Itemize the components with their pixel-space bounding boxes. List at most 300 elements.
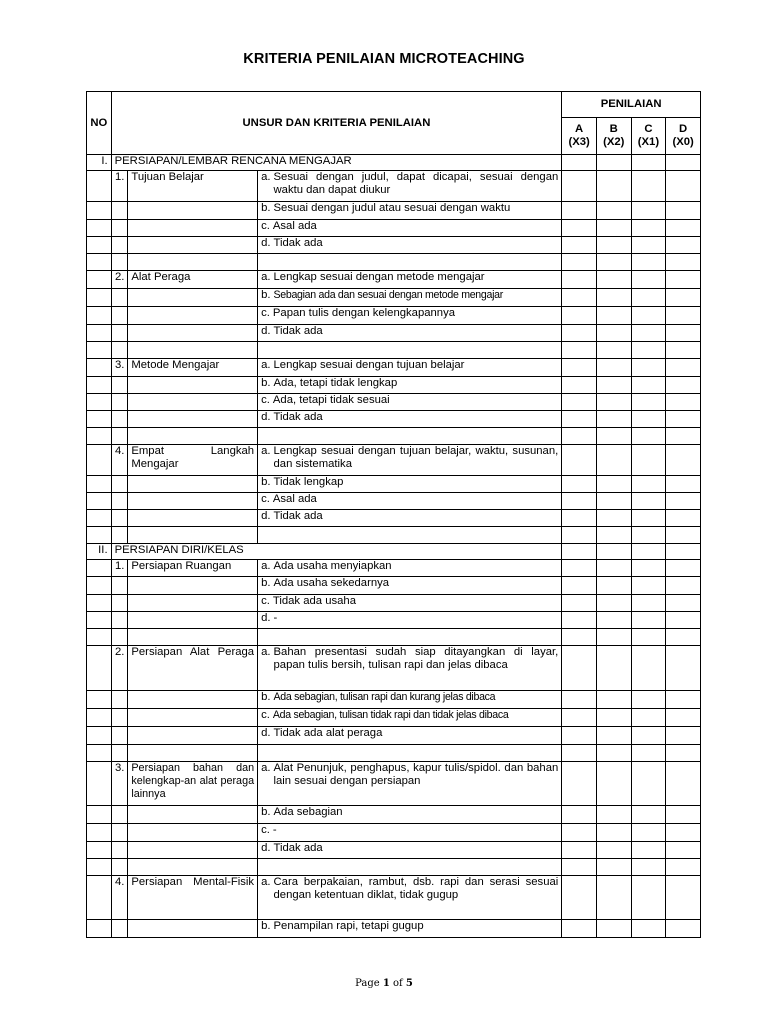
blank-cell (111, 493, 128, 510)
blank-cell (111, 612, 128, 629)
section-title: PERSIAPAN DIRI/KELAS (111, 544, 562, 560)
score-cell[interactable] (596, 271, 631, 289)
blank-cell (87, 476, 112, 493)
blank-cell (128, 629, 258, 646)
option-text: Alat Penunjuk, penghapus, kapur tulis/spidol. dan bahan lain sesuai dengan persiapan (273, 762, 559, 787)
option-text: Ada, tetapi tidak sesuai (272, 394, 390, 406)
blank-cell (111, 254, 128, 271)
option-letter: b. (261, 577, 271, 589)
blank-cell (87, 445, 112, 476)
blank-cell (111, 342, 128, 359)
score-cell[interactable] (562, 325, 597, 342)
score-cell[interactable] (666, 394, 701, 411)
score-cell[interactable] (596, 762, 631, 806)
criteria-option (258, 307, 562, 325)
score-cell[interactable] (596, 646, 631, 691)
blank-cell (87, 560, 112, 577)
option-text: Sesuai dengan judul atau sesuai dengan waktu (273, 202, 511, 214)
score-cell[interactable] (631, 445, 666, 476)
score-cell[interactable] (631, 709, 666, 727)
score-cell[interactable] (631, 629, 666, 646)
score-cell[interactable] (631, 342, 666, 359)
criteria-option (258, 271, 562, 289)
section-row (87, 544, 701, 560)
criteria-option (258, 612, 562, 629)
score-cell[interactable] (666, 155, 701, 171)
score-cell[interactable] (631, 411, 666, 428)
option-letter: d. (261, 612, 271, 624)
criteria-row (87, 476, 701, 493)
score-cell[interactable] (666, 359, 701, 377)
score-cell[interactable] (562, 237, 597, 254)
item-name (128, 560, 258, 577)
score-cell[interactable] (596, 237, 631, 254)
score-cell[interactable] (562, 342, 597, 359)
score-cell[interactable] (631, 577, 666, 595)
score-cell[interactable] (596, 691, 631, 709)
blank-cell (87, 428, 112, 445)
score-cell[interactable] (562, 428, 597, 445)
score-cell[interactable] (631, 745, 666, 762)
score-cell[interactable] (596, 307, 631, 325)
option-letter: a. (261, 171, 271, 183)
item-name (128, 762, 258, 806)
option-text: Tidak ada alat peraga (273, 727, 383, 739)
criteria-row (87, 691, 701, 709)
criteria-option (258, 171, 562, 202)
score-cell[interactable] (666, 493, 701, 510)
score-cell[interactable] (631, 271, 666, 289)
option-letter: b. (261, 202, 271, 214)
blank-cell (87, 629, 112, 646)
score-cell[interactable] (562, 544, 597, 560)
score-cell[interactable] (562, 254, 597, 271)
option-text: Tidak ada usaha (272, 595, 356, 607)
score-cell[interactable] (631, 359, 666, 377)
score-cell[interactable] (562, 493, 597, 510)
blank-cell (87, 342, 112, 359)
score-cell[interactable] (596, 202, 631, 220)
score-cell[interactable] (666, 646, 701, 691)
score-cell[interactable] (596, 428, 631, 445)
score-cell[interactable] (631, 595, 666, 612)
score-cell[interactable] (631, 560, 666, 577)
score-cell[interactable] (596, 859, 631, 876)
score-cell[interactable] (596, 171, 631, 202)
score-cell[interactable] (666, 544, 701, 560)
score-cell[interactable] (631, 544, 666, 560)
score-cell[interactable] (596, 595, 631, 612)
criteria-option (258, 876, 562, 920)
blank-cell (111, 745, 128, 762)
score-cell[interactable] (666, 629, 701, 646)
header-score-a: A (X3) (562, 118, 597, 155)
criteria-option (258, 510, 562, 527)
score-cell[interactable] (666, 691, 701, 709)
score-cell[interactable] (596, 411, 631, 428)
score-cell[interactable] (666, 510, 701, 527)
score-cell[interactable] (562, 271, 597, 289)
score-cell[interactable] (596, 745, 631, 762)
option-letter: b. (261, 476, 271, 488)
spacer-row (87, 342, 701, 359)
blank-cell (87, 920, 112, 938)
criteria-option (258, 560, 562, 577)
blank-cell (128, 612, 258, 629)
score-cell[interactable] (596, 220, 631, 237)
option-text: - (272, 824, 277, 836)
score-cell[interactable] (562, 859, 597, 876)
score-cell[interactable] (666, 342, 701, 359)
score-cell[interactable] (596, 560, 631, 577)
option-text: Tidak ada (273, 842, 323, 854)
option-letter: d. (261, 510, 271, 522)
blank-cell (111, 806, 128, 824)
score-cell[interactable] (562, 842, 597, 859)
option-text: Tidak ada (273, 237, 323, 249)
blank-cell (87, 171, 112, 202)
score-cell[interactable] (631, 289, 666, 307)
blank-cell (111, 527, 128, 544)
criteria-row (87, 289, 701, 307)
score-cell[interactable] (666, 307, 701, 325)
score-cell[interactable] (596, 842, 631, 859)
blank-cell (87, 254, 112, 271)
score-cell[interactable] (631, 476, 666, 493)
option-letter: a. (261, 560, 271, 572)
criteria-row (87, 220, 701, 237)
criteria-row (87, 612, 701, 629)
blank-cell (111, 691, 128, 709)
item-name (128, 271, 258, 289)
score-cell[interactable] (631, 394, 666, 411)
blank-cell (128, 342, 258, 359)
score-cell[interactable] (562, 171, 597, 202)
blank-cell (128, 307, 258, 325)
score-cell[interactable] (596, 544, 631, 560)
blank-cell (128, 476, 258, 493)
option-letter: c. (261, 307, 270, 319)
item-name-text: Empat Langkah Mengajar (131, 445, 255, 470)
criteria-option (258, 411, 562, 428)
blank-cell (87, 595, 112, 612)
criteria-option (258, 394, 562, 411)
criteria-option (258, 476, 562, 493)
score-cell[interactable] (596, 824, 631, 842)
option-text: - (273, 612, 278, 624)
score-cell[interactable] (666, 920, 701, 938)
score-cell[interactable] (596, 493, 631, 510)
criteria-option (258, 237, 562, 254)
score-cell[interactable] (666, 876, 701, 920)
blank-cell (87, 577, 112, 595)
score-cell[interactable] (631, 171, 666, 202)
criteria-option (258, 377, 562, 394)
blank-cell (87, 691, 112, 709)
blank-cell (111, 237, 128, 254)
option-text: Bahan presentasi sudah siap ditayangkan di layar, papan tulis bersih, tulisan rapi dan jelas dibaca (273, 646, 559, 671)
criteria-option (258, 727, 562, 745)
score-cell[interactable] (562, 629, 597, 646)
option-text: Ada sebagian, tulisan rapi dan kurang jelas dibaca (273, 691, 496, 703)
score-cell[interactable] (562, 560, 597, 577)
blank-cell (111, 510, 128, 527)
score-cell[interactable] (631, 876, 666, 920)
score-cell[interactable] (631, 859, 666, 876)
blank-cell (128, 527, 258, 544)
score-cell[interactable] (666, 476, 701, 493)
blank-cell (87, 842, 112, 859)
score-cell[interactable] (631, 493, 666, 510)
score-cell[interactable] (596, 359, 631, 377)
score-cell[interactable] (596, 876, 631, 920)
option-text: Sebagian ada dan sesuai dengan metode mengajar (273, 289, 503, 301)
score-cell[interactable] (631, 612, 666, 629)
criteria-option (258, 493, 562, 510)
score-cell[interactable] (666, 806, 701, 824)
score-cell[interactable] (562, 377, 597, 394)
score-cell[interactable] (562, 876, 597, 920)
score-cell[interactable] (562, 595, 597, 612)
score-cell[interactable] (631, 762, 666, 806)
score-cell[interactable] (666, 762, 701, 806)
item-name (128, 445, 258, 476)
score-cell[interactable] (596, 254, 631, 271)
score-cell[interactable] (562, 359, 597, 377)
score-cell[interactable] (562, 510, 597, 527)
option-text: Lengkap sesuai dengan metode mengajar (273, 271, 485, 283)
score-cell[interactable] (596, 727, 631, 745)
option-letter: a. (261, 646, 271, 658)
blank-cell (87, 745, 112, 762)
score-cell[interactable] (631, 377, 666, 394)
blank-cell (128, 377, 258, 394)
option-text: Penampilan rapi, tetapi gugup (273, 920, 424, 932)
score-cell[interactable] (562, 202, 597, 220)
score-cell[interactable] (562, 445, 597, 476)
criteria-option (258, 920, 562, 938)
score-cell[interactable] (666, 595, 701, 612)
option-letter: b. (261, 377, 271, 389)
spacer-row (87, 745, 701, 762)
score-cell[interactable] (596, 342, 631, 359)
score-cell[interactable] (666, 842, 701, 859)
option-letter: c. (261, 595, 270, 607)
score-cell[interactable] (666, 859, 701, 876)
score-cell[interactable] (631, 727, 666, 745)
score-cell[interactable] (596, 394, 631, 411)
blank-cell (87, 325, 112, 342)
score-cell[interactable] (666, 428, 701, 445)
score-cell[interactable] (562, 411, 597, 428)
blank-cell (87, 806, 112, 824)
header-score-c: C (X1) (631, 118, 666, 155)
criteria-option (258, 445, 562, 476)
score-cell[interactable] (666, 254, 701, 271)
blank-cell (87, 220, 112, 237)
score-cell[interactable] (666, 271, 701, 289)
blank-cell (128, 824, 258, 842)
blank-cell (258, 629, 562, 646)
blank-cell (87, 289, 112, 307)
score-cell[interactable] (596, 476, 631, 493)
score-cell[interactable] (596, 806, 631, 824)
blank-cell (111, 920, 128, 938)
score-cell[interactable] (562, 577, 597, 595)
score-cell[interactable] (596, 155, 631, 171)
score-cell[interactable] (562, 920, 597, 938)
option-letter: a. (261, 359, 271, 371)
blank-cell (128, 237, 258, 254)
criteria-row (87, 445, 701, 476)
item-number: 3. (111, 762, 128, 806)
option-text: Lengkap sesuai dengan tujuan belajar (273, 359, 465, 371)
score-cell[interactable] (631, 824, 666, 842)
option-text: Tidak ada (273, 325, 323, 337)
blank-cell (87, 237, 112, 254)
score-cell[interactable] (562, 745, 597, 762)
criteria-row (87, 493, 701, 510)
criteria-option (258, 691, 562, 709)
score-cell[interactable] (631, 307, 666, 325)
score-cell[interactable] (666, 202, 701, 220)
score-cell[interactable] (596, 527, 631, 544)
criteria-row (87, 842, 701, 859)
score-cell[interactable] (666, 577, 701, 595)
criteria-row (87, 806, 701, 824)
blank-cell (128, 202, 258, 220)
criteria-row (87, 411, 701, 428)
item-number: 4. (111, 445, 128, 476)
score-cell[interactable] (666, 325, 701, 342)
score-cell[interactable] (562, 762, 597, 806)
score-cell[interactable] (562, 394, 597, 411)
score-cell[interactable] (562, 727, 597, 745)
score-cell[interactable] (631, 806, 666, 824)
table-body (87, 155, 701, 938)
score-cell[interactable] (631, 202, 666, 220)
score-cell[interactable] (596, 289, 631, 307)
spacer-row (87, 254, 701, 271)
item-number: 1. (111, 560, 128, 577)
score-cell[interactable] (631, 842, 666, 859)
score-cell[interactable] (562, 220, 597, 237)
item-name (128, 359, 258, 377)
score-cell[interactable] (596, 577, 631, 595)
score-cell[interactable] (562, 155, 597, 171)
score-cell[interactable] (562, 527, 597, 544)
blank-cell (111, 595, 128, 612)
table-header (87, 92, 701, 155)
criteria-option (258, 842, 562, 859)
blank-cell (87, 394, 112, 411)
blank-cell (258, 859, 562, 876)
score-cell[interactable] (631, 428, 666, 445)
criteria-option (258, 202, 562, 220)
blank-cell (111, 476, 128, 493)
score-cell[interactable] (562, 289, 597, 307)
option-letter: c. (261, 709, 270, 721)
score-cell[interactable] (596, 629, 631, 646)
score-cell[interactable] (631, 220, 666, 237)
score-cell[interactable] (631, 646, 666, 691)
option-letter: b. (261, 691, 271, 703)
score-cell[interactable] (666, 411, 701, 428)
blank-cell (258, 428, 562, 445)
score-cell[interactable] (666, 220, 701, 237)
blank-cell (128, 493, 258, 510)
score-cell[interactable] (666, 289, 701, 307)
score-cell[interactable] (562, 307, 597, 325)
score-cell[interactable] (666, 709, 701, 727)
score-cell[interactable] (562, 824, 597, 842)
score-cell[interactable] (631, 510, 666, 527)
option-letter: d. (261, 411, 271, 423)
score-cell[interactable] (666, 377, 701, 394)
score-cell[interactable] (631, 691, 666, 709)
option-letter: a. (261, 445, 271, 457)
footer-page-label: Page (355, 978, 380, 989)
blank-cell (128, 289, 258, 307)
blank-cell (111, 629, 128, 646)
score-cell[interactable] (666, 171, 701, 202)
score-cell[interactable] (631, 920, 666, 938)
criteria-row (87, 595, 701, 612)
score-cell[interactable] (562, 806, 597, 824)
score-cell[interactable] (666, 612, 701, 629)
criteria-option (258, 709, 562, 727)
score-cell[interactable] (666, 560, 701, 577)
score-cell[interactable] (596, 377, 631, 394)
score-cell[interactable] (562, 691, 597, 709)
score-cell[interactable] (596, 325, 631, 342)
blank-cell (87, 762, 112, 806)
score-cell[interactable] (562, 612, 597, 629)
score-cell[interactable] (562, 709, 597, 727)
score-cell[interactable] (631, 527, 666, 544)
blank-cell (128, 254, 258, 271)
score-cell[interactable] (666, 727, 701, 745)
score-cell[interactable] (596, 445, 631, 476)
score-cell[interactable] (631, 155, 666, 171)
score-cell[interactable] (631, 237, 666, 254)
blank-cell (87, 709, 112, 727)
score-cell[interactable] (562, 646, 597, 691)
criteria-row (87, 824, 701, 842)
score-cell[interactable] (631, 325, 666, 342)
score-cell[interactable] (596, 709, 631, 727)
footer-of-label: of (393, 978, 403, 989)
score-cell[interactable] (596, 920, 631, 938)
criteria-row (87, 876, 701, 920)
score-cell[interactable] (666, 824, 701, 842)
score-cell[interactable] (596, 612, 631, 629)
option-letter: d. (261, 237, 271, 249)
option-letter: c. (261, 824, 270, 836)
score-cell[interactable] (562, 476, 597, 493)
blank-cell (87, 859, 112, 876)
score-cell[interactable] (666, 527, 701, 544)
score-cell[interactable] (631, 254, 666, 271)
criteria-option (258, 220, 562, 237)
spacer-row (87, 859, 701, 876)
item-name-text: Persiapan Ruangan (131, 560, 232, 572)
section-number: II. (87, 544, 112, 560)
score-cell[interactable] (666, 745, 701, 762)
score-cell[interactable] (596, 510, 631, 527)
score-cell[interactable] (666, 445, 701, 476)
score-cell[interactable] (666, 237, 701, 254)
